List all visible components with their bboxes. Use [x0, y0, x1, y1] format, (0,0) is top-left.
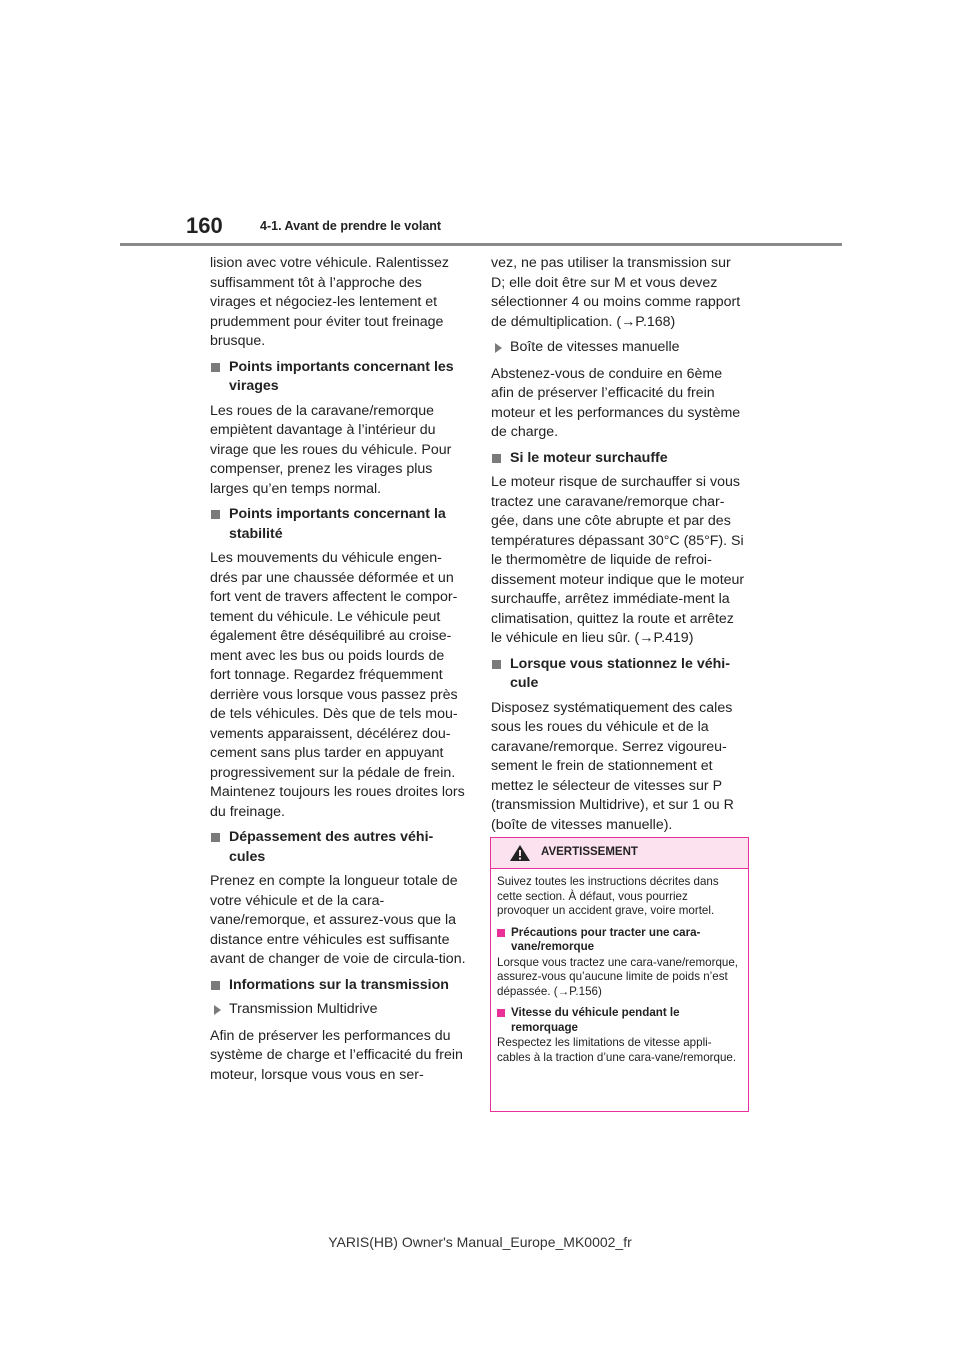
- warning-paragraph: Lorsque vous tractez une cara-vane/remorque, assurez-vous qu’aucune limite de poids n’est dépassée. (→P.156): [497, 955, 739, 998]
- header-rule: [120, 243, 842, 246]
- square-bullet-icon: [492, 454, 501, 463]
- triangle-bullet-icon: [495, 343, 502, 353]
- subheading-text: Transmission Multidrive: [229, 1001, 378, 1017]
- subheading-manual-gearbox: [491, 338, 747, 358]
- footer-text: YARIS(HB) Owner's Manual_Europe_MK0002_fr: [328, 1234, 632, 1250]
- square-bullet-icon: [497, 1009, 505, 1017]
- square-bullet-icon: [211, 363, 220, 372]
- warning-title: AVERTISSEMENT: [541, 846, 638, 858]
- heading-overheat: [491, 449, 747, 469]
- square-bullet-icon: [211, 833, 220, 842]
- warning-header: [491, 838, 748, 869]
- heading-text: Si le moteur surchauffe: [510, 449, 668, 466]
- right-column: [491, 254, 747, 841]
- warning-heading-speed: [497, 1006, 742, 1035]
- warning-body: [491, 869, 748, 1065]
- warning-triangle-icon: [509, 844, 531, 862]
- warning-heading-text: Précautions pour tracter une cara-vane/remorque: [511, 925, 701, 953]
- page-number: 160: [186, 213, 223, 238]
- warning-heading-text: Vitesse du véhicule pendant le remorquage: [511, 1006, 680, 1034]
- heading-overtaking: [210, 828, 466, 867]
- square-bullet-icon: [211, 510, 220, 519]
- paragraph: Disposez systématiquement des cales sous les roues du véhicule et de la caravane/remorque. Serrez vigoureu-sement le frein de stationnement et mettez le sélecteur de vitesses sur P (transmission Multidrive), et sur 1 ou R (boîte de vitesses manuelle).: [491, 699, 734, 833]
- heading-cornering: [210, 358, 466, 397]
- warning-heading-towing: [497, 926, 742, 955]
- heading-parking: [491, 655, 747, 694]
- square-bullet-icon: [497, 929, 505, 937]
- heading-text: Lorsque vous stationnez le véhi-cule: [510, 655, 730, 691]
- subheading-text: Boîte de vitesses manuelle: [510, 339, 680, 355]
- heading-stability: [210, 505, 466, 544]
- paragraph: lision avec votre véhicule. Ralentissez suffisamment tôt à l’approche des virages et négociez-les lentement et prudemment pour éviter tout freinage brusque.: [210, 255, 449, 349]
- paragraph: Afin de préserver les performances du système de charge et l’efficacité du frein moteur, lorsque vous vous en ser-: [210, 1027, 463, 1083]
- warning-box: [490, 837, 749, 1112]
- warning-intro: Suivez toutes les instructions décrites dans cette section. À défaut, vous pourriez provoquer un accident grave, voire mortel.: [497, 875, 719, 917]
- paragraph: Le moteur risque de surchauffer si vous tractez une caravane/remorque char-gée, dans une côte abrupte et par des températures dépassant 30°C (85°F). Si le thermomètre de liquide de refroi-dissement moteur indique que le moteur surchauffe, arrêtez immédiate-ment la climatisation, quittez la route et arrêtez le véhicule en lieu sûr. (→P.419): [491, 474, 745, 646]
- paragraph: Abstenez-vous de conduire en 6ème afin de préserver l’efficacité du frein moteur et les performances du système de charge.: [491, 365, 741, 440]
- square-bullet-icon: [211, 981, 220, 990]
- heading-text: Points importants concernant la stabilité: [229, 506, 446, 542]
- square-bullet-icon: [492, 660, 501, 669]
- paragraph: Les roues de la caravane/remorque empiètent davantage à l’intérieur du virage que les roues du véhicule. Pour compenser, prenez les virages plus larges qu’en temps normal.: [210, 402, 452, 497]
- triangle-bullet-icon: [214, 1005, 221, 1015]
- paragraph: vez, ne pas utiliser la transmission sur D; elle doit être sur M et vous devez sélectionner 4 ou moins comme rapport de démultiplication. (→P.168): [491, 255, 741, 330]
- warning-paragraph: Respectez les limitations de vitesse appli-cables à la traction d’une cara-vane/remorque.: [497, 1036, 737, 1064]
- heading-text: Informations sur la transmission: [229, 976, 449, 993]
- heading-text: Points importants concernant les virages: [229, 358, 454, 394]
- heading-transmission: [210, 976, 466, 996]
- paragraph: Les mouvements du véhicule engen-drés par une chaussée déformée et un fort vent de travers affectent le compor-tement du véhicule. Le véhicule peut également être déséquilibré au croise-ment avec les bus ou poids lourds de fort tonnage. Regardez fréquemment derrière vous lorsque vous passez près de tels véhicules. Dès que de tels mou-vements apparaissent, décélérez dou-cement sans plus tarder en appuyant progressivement sur la pédale de frein. Maintenez toujours les roues droites lors du freinage.: [210, 550, 465, 820]
- subheading-multidrive: [210, 1000, 466, 1020]
- heading-text: Dépassement des autres véhi-cules: [229, 829, 434, 865]
- left-column: [210, 254, 466, 1091]
- section-title: 4-1. Avant de prendre le volant: [260, 219, 442, 233]
- paragraph: Prenez en compte la longueur totale de votre véhicule et de la cara-vane/remorque, et assurez-vous que la distance entre véhicules est suffisante avant de changer de voie de circula-tion.: [210, 873, 466, 967]
